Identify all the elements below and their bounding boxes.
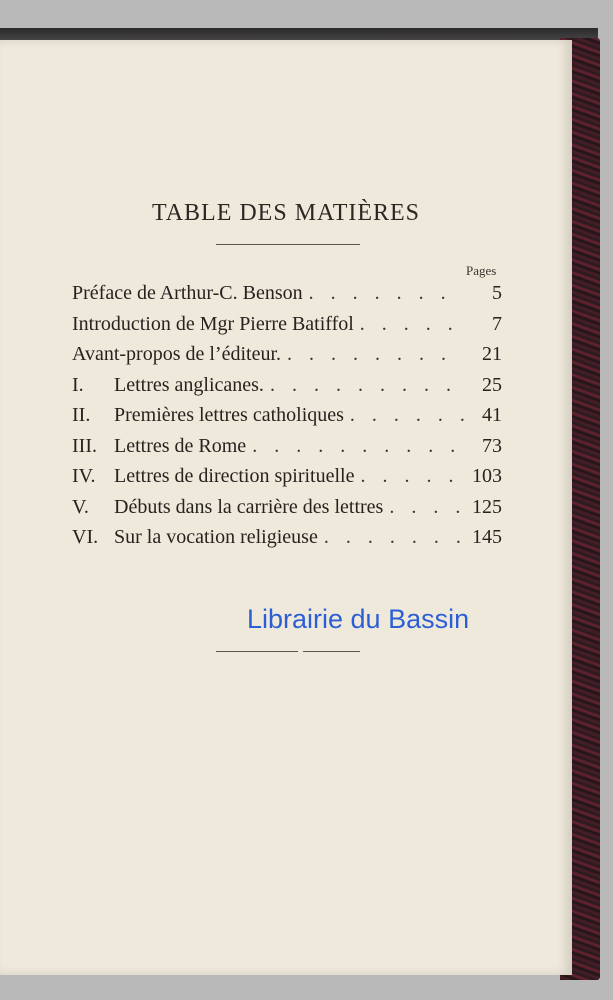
toc-entry — [72, 400, 502, 431]
toc-entry-number: III. — [72, 434, 97, 457]
toc-leader-dots — [360, 461, 464, 492]
watermark-text: Librairie du Bassin — [247, 604, 470, 634]
toc-entry — [72, 278, 502, 309]
toc-entry-number: I. — [72, 373, 84, 396]
toc-entry — [72, 461, 502, 492]
toc-entry-page: 145 — [472, 526, 502, 548]
toc-leader-dots — [389, 492, 464, 523]
toc-entry-label: Préface de Arthur-C. Benson — [72, 282, 303, 304]
toc-entry-page: 73 — [482, 434, 502, 457]
toc-entry-page: 7 — [492, 312, 502, 335]
toc-entry-page: 21 — [482, 343, 502, 365]
toc-entry-label: Lettres anglicanes. — [114, 373, 264, 396]
toc-entry — [72, 431, 502, 462]
book-page — [0, 40, 572, 975]
toc-entry-number: V. — [72, 495, 89, 518]
toc-leader-dots — [350, 400, 464, 431]
toc-entry — [72, 309, 502, 340]
toc-leader-dots — [324, 522, 464, 553]
toc-entry-label: Premières lettres catholiques — [114, 404, 344, 426]
toc-entry-number: IV. — [72, 465, 96, 487]
toc-entry — [72, 492, 502, 523]
toc-entry-label: Lettres de direction spirituelle — [114, 465, 355, 487]
toc-entry-label: Lettres de Rome — [114, 434, 247, 457]
toc-entry-label: Avant-propos de l’éditeur. — [72, 343, 282, 365]
toc-entry-page: 103 — [472, 465, 502, 487]
toc-leader-dots — [252, 431, 464, 462]
page-title: TABLE DES MATIÈRES — [151, 200, 421, 226]
toc-entry-number: VI. — [72, 526, 99, 548]
toc-entry-page: 125 — [472, 495, 502, 518]
toc-entry-page: 5 — [492, 282, 502, 304]
toc-leader-dots — [270, 370, 464, 401]
toc-entry-page: 41 — [482, 404, 502, 426]
toc-entry — [72, 522, 502, 553]
toc-entry — [72, 339, 502, 370]
title-rule — [216, 244, 360, 245]
toc-entry-label: Introduction de Mgr Pierre Batiffol — [72, 312, 354, 335]
toc-list — [72, 278, 502, 553]
toc-entry-page: 25 — [482, 373, 502, 396]
toc-leader-dots — [360, 309, 464, 340]
toc-entry — [72, 370, 502, 401]
end-rule-left — [216, 651, 298, 652]
end-rule-right — [303, 651, 360, 652]
toc-entry-label: Débuts dans la carrière des lettres — [114, 495, 384, 518]
toc-leader-dots — [309, 278, 464, 309]
toc-leader-dots — [287, 339, 464, 370]
pages-column-label: Pages — [466, 263, 497, 278]
toc-entry-label: Sur la vocation religieuse — [114, 526, 318, 548]
toc-entry-number: II. — [72, 404, 91, 426]
